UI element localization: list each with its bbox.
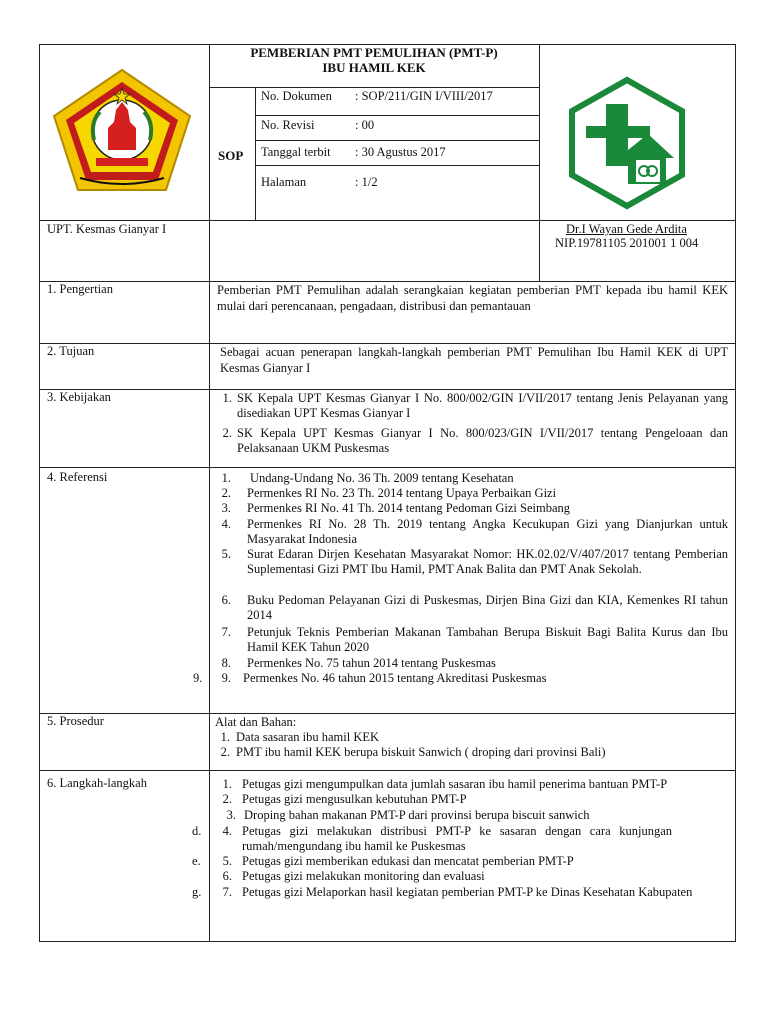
organization-name: UPT. Kesmas Gianyar I [47,222,167,236]
referensi-number: 3. [221,501,231,515]
document-title-line2: IBU HAMIL KEK [322,60,426,75]
row-line-4 [39,467,736,468]
sop-label: SOP [218,148,244,163]
meta-value-no-dokumen: : SOP/211/GIN I/VIII/2017 [355,89,493,103]
signer-name: Dr.I Wayan Gede Ardita [566,222,687,236]
referensi-number: 7. [221,625,231,639]
meta-label-halaman: Halaman [261,175,307,189]
document-title-line1: PEMBERIAN PMT PEMULIHAN (PMT-P) [250,45,498,60]
tujuan-text: Sebagai acuan penerapan langkah-langkah pemberian PMT Pemulihan Ibu Hamil KEK di UPT Kesmas Gianyar I [220,345,728,375]
table-border-right [735,44,736,942]
langkah-item: Petugas gizi melakukan monitoring dan evaluasi [242,869,485,883]
meta-label-no-dokumen: No. Dokumen [261,89,332,103]
referensi-number: 1. [221,471,231,485]
header-bottom-line [39,220,736,221]
prosedur-number: 1. [220,730,230,744]
prosedur-number: 2. [220,745,230,759]
referensi-number: 2. [221,486,231,500]
table-border-left [39,44,40,942]
section-label-referensi: 4. Referensi [47,470,108,484]
row-line-2 [39,343,736,344]
referensi-number: 4. [221,517,231,531]
referensi-item: Surat Edaran Dirjen Kesehatan Masyarakat Nomor: HK.02.02/V/407/2017 tentang Pemberian Suplementasi Gizi PMT Ibu Hamil, PMT Anak Balita dan PMT Anak Sekolah. [247,547,728,576]
prosedur-item: PMT ibu hamil KEK berupa biskuit Sanwich ( droping dari provinsi Bali) [236,745,606,759]
langkah-number: 1. [222,777,232,791]
referensi-item: Petunjuk Teknis Pemberian Makanan Tambahan Berupa Biskuit Bagi Balita Kurus dan Ibu Hamil KEK Tahun 2020 [247,625,728,654]
title-bottom-line [209,87,539,88]
puskesmas-logo [566,76,688,210]
langkah-stray-d: d. [192,824,202,838]
referensi-item: Permenkes RI No. 28 Th. 2019 tentang Angka Kecukupan Gizi yang Dianjurkan untuk Masyarakat Indonesia [247,517,728,546]
section-label-langkah: 6. Langkah-langkah [47,776,147,790]
table-col-divider [209,44,210,942]
kebijakan-item: SK Kepala UPT Kesmas Gianyar I No. 800/002/GIN I/VII/2017 tentang Jenis Pelayanan yang disediakan UPT Kesmas Gianyar I [237,391,728,420]
meta-value-halaman: : 1/2 [355,175,378,189]
row-line-5 [39,713,736,714]
langkah-number: 3. [226,808,236,822]
meta-label-tanggal-terbit: Tanggal terbit [261,145,331,159]
prosedur-intro: Alat dan Bahan: [215,715,297,729]
langkah-number: 5. [222,854,232,868]
prosedur-item: Data sasaran ibu hamil KEK [236,730,380,744]
meta-row-line-1 [255,115,539,116]
langkah-number: 6. [222,869,232,883]
section-label-tujuan: 2. Tujuan [47,344,95,358]
sop-divider [255,87,256,220]
langkah-number: 7. [222,885,232,899]
meta-label-no-revisi: No. Revisi [261,118,315,132]
header-right-divider [539,44,540,281]
pengertian-text: Pemberian PMT Pemulihan adalah serangkaian kegiatan pemberian PMT kepada ibu hamil KEK mulai dari perencanaan, pengadaan, distribusi dan pemantauan [217,283,728,313]
langkah-stray-g: g. [192,885,202,899]
langkah-item: Petugas gizi melakukan distribusi PMT-P ke sasaran dengan cara kunjungan rumah/mengundang ibu hamil ke Puskesmas [242,824,672,853]
referensi-item: Permenkes No. 75 tahun 2014 tentang Puskesmas [247,656,496,670]
referensi-item: Permenkes No. 46 tahun 2015 tentang Akreditasi Puskesmas [243,671,547,685]
section-label-prosedur: 5. Prosedur [47,714,104,728]
referensi-item: Buku Pedoman Pelayanan Gizi di Puskesmas, Dirjen Bina Gizi dan KIA, Kemenkes RI tahun 2014 [247,593,728,622]
kebijakan-number: 1. [222,391,232,405]
meta-value-no-revisi: : 00 [355,118,375,132]
row-line-6 [39,770,736,771]
langkah-number: 2. [222,792,232,806]
kebijakan-number: 2. [222,426,232,440]
referensi-item: Permenkes RI No. 41 Th. 2014 tentang Pedoman Gizi Seimbang [247,501,570,515]
signer-nip: NIP.19781105 201001 1 004 [555,236,699,250]
meta-row-line-2 [255,140,539,141]
section-label-pengertian: 1. Pengertian [47,282,113,296]
gianyar-emblem-logo [50,66,194,196]
langkah-item: Petugas gizi mengumpulkan data jumlah sasaran ibu hamil penerima bantuan PMT-P [242,777,668,791]
langkah-number: 4. [222,824,232,838]
row-line-1 [39,281,736,282]
referensi-number: 5. [221,547,231,561]
langkah-item: Petugas gizi Melaporkan hasil kegiatan pemberian PMT-P ke Dinas Kesehatan Kabupaten [242,885,693,899]
langkah-item: Petugas gizi mengusulkan kebutuhan PMT-P [242,792,467,806]
langkah-stray-e: e. [192,854,201,868]
referensi-stray-number: 9. [193,671,203,685]
section-label-kebijakan: 3. Kebijakan [47,390,111,404]
referensi-number: 6. [221,593,231,607]
table-border-bottom [39,941,736,942]
referensi-item: Permenkes RI No. 23 Th. 2014 tentang Upaya Perbaikan Gizi [247,486,557,500]
langkah-item: Petugas gizi memberikan edukasi dan mencatat pemberian PMT-P [242,854,574,868]
referensi-number: 8. [221,656,231,670]
kebijakan-item: SK Kepala UPT Kesmas Gianyar I No. 800/023/GIN I/VII/2017 tentang Pengeloaan dan Pelaksanaan UKM Puskesmas [237,426,728,455]
meta-value-tanggal-terbit: : 30 Agustus 2017 [355,145,446,159]
langkah-item: Droping bahan makanan PMT-P dari provinsi berupa biscuit sanwich [244,808,590,822]
row-line-3 [39,389,736,390]
referensi-number: 9. [221,671,231,685]
referensi-item: Undang-Undang No. 36 Th. 2009 tentang Kesehatan [250,471,514,485]
meta-row-line-3 [255,165,539,166]
